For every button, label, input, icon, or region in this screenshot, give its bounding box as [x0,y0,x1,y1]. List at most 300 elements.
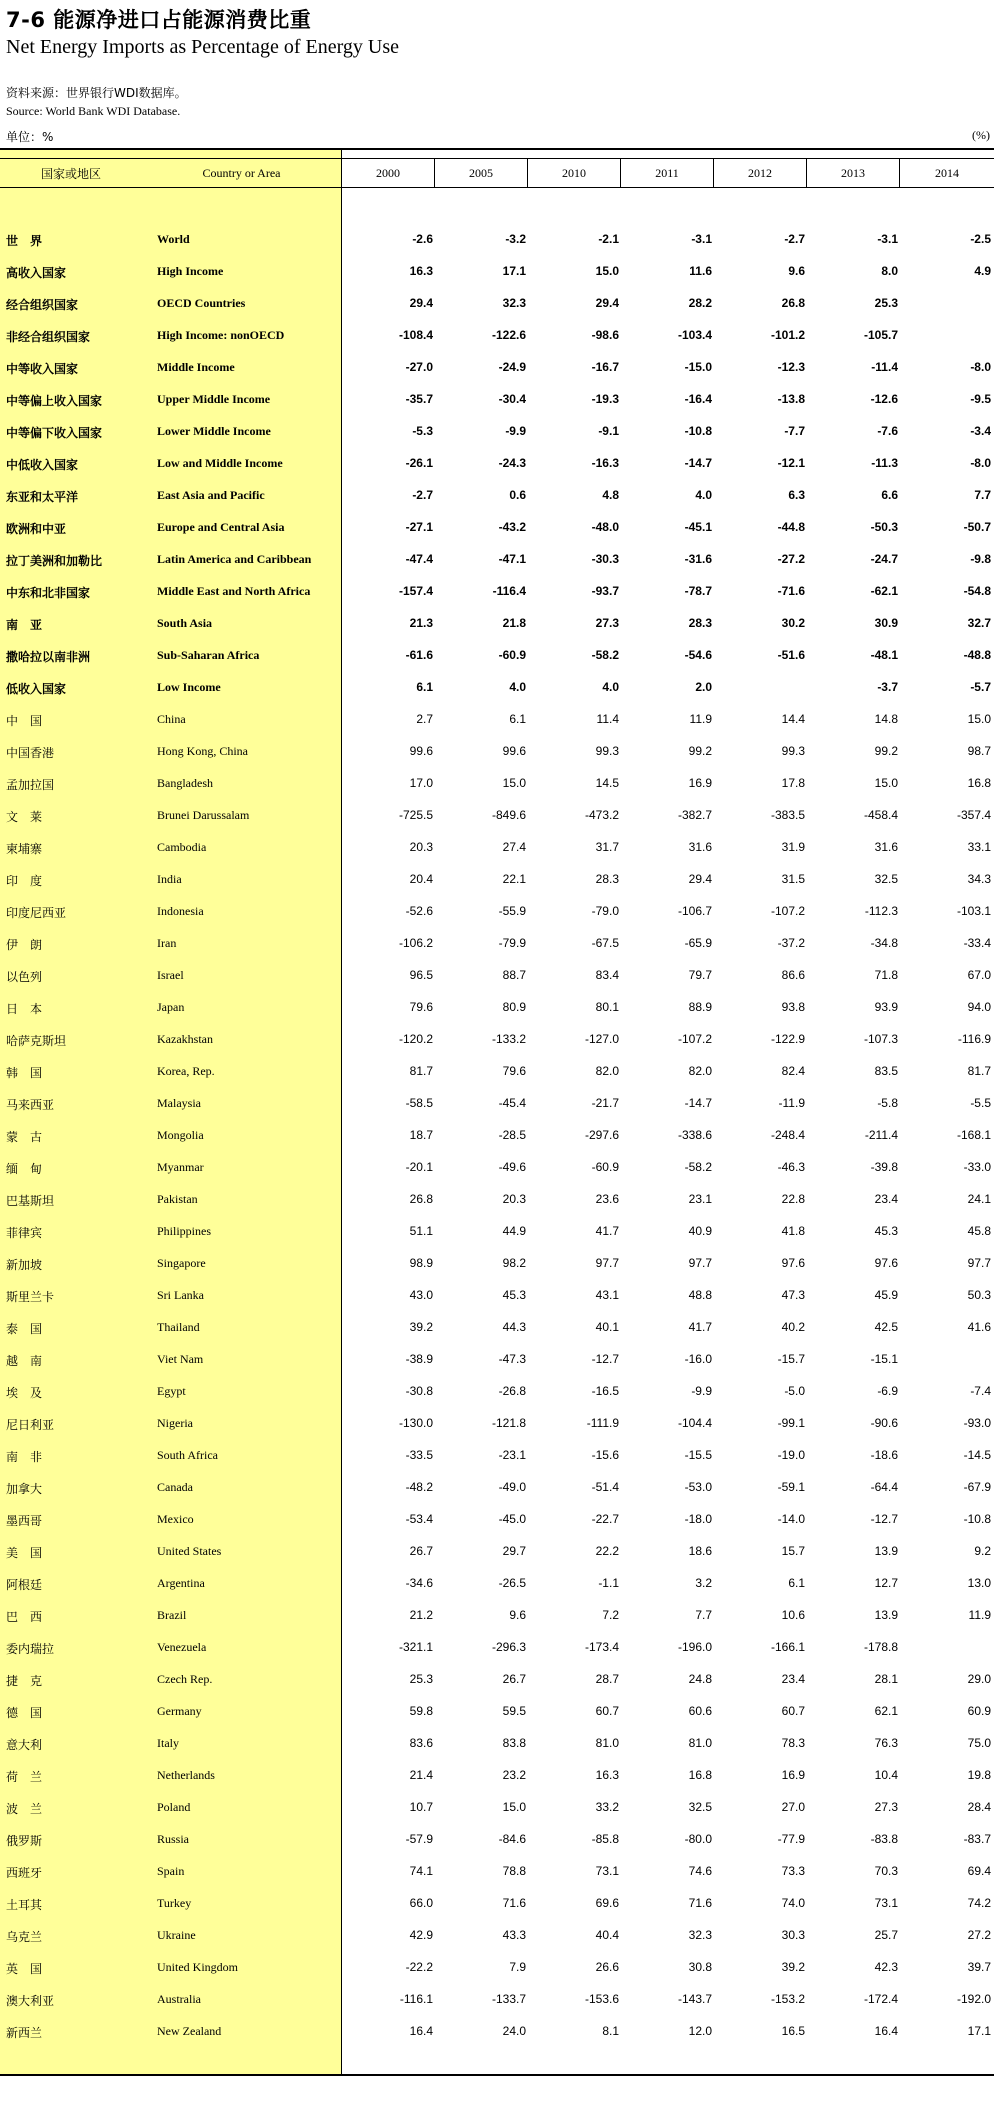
value-cell: 60.6 [688,1704,712,1718]
value-cell: 9.2 [974,1544,991,1558]
value-cell: 98.9 [409,1256,433,1270]
table-row [0,1728,994,1760]
country-name-en: Australia [157,1992,201,2006]
value-cell: 39.7 [967,1960,991,1974]
value-cell: 31.6 [688,840,712,854]
value-cell: 28.3 [688,616,712,630]
value-cell: 15.0 [967,712,991,726]
country-name-en: Thailand [157,1320,200,1334]
value-cell: -65.9 [684,936,712,950]
value-cell: -725.5 [398,808,433,822]
value-cell: -33.4 [963,936,991,950]
table-row [0,768,994,800]
value-cell: -458.4 [863,808,898,822]
value-cell: -133.2 [491,1032,526,1046]
value-cell: -52.6 [405,904,433,918]
value-cell: 11.9 [968,1608,991,1622]
value-cell: 2.7 [416,712,433,726]
value-cell: -43.2 [498,520,526,534]
value-cell: 40.1 [595,1320,619,1334]
country-name-cn: 越 南 [6,1354,43,1368]
country-name-cn: 文 莱 [6,810,43,824]
country-name-cn: 印度尼西亚 [6,906,67,920]
table-row [0,1376,994,1408]
value-cell: 32.7 [967,616,991,630]
value-cell: 24.1 [967,1192,991,1206]
value-cell: -85.8 [591,1832,619,1846]
value-cell: -112.3 [864,904,898,918]
country-name-cn: 南 非 [6,1450,43,1464]
value-cell: 11.6 [689,264,712,278]
value-cell: 41.6 [967,1320,991,1334]
value-cell: -107.3 [863,1032,898,1046]
table-row [0,416,994,448]
value-cell: -2.1 [598,232,619,246]
country-name-en: Indonesia [157,904,204,918]
value-cell: -22.7 [591,1512,619,1526]
value-cell: 16.4 [409,2024,433,2038]
value-cell: 31.9 [781,840,805,854]
value-cell: 79.6 [502,1064,526,1078]
country-name-cn: 中等偏上收入国家 [6,394,103,408]
value-cell: -12.1 [777,456,805,470]
value-cell: 28.7 [595,1672,619,1686]
value-cell: -79.9 [498,936,526,950]
country-name-cn: 加拿大 [6,1482,43,1496]
value-cell: 8.0 [881,264,898,278]
country-name-en: East Asia and Pacific [157,488,265,502]
value-cell: 21.8 [502,616,526,630]
table-row [0,1952,994,1984]
value-cell: 27.4 [502,840,526,854]
value-cell: -30.8 [405,1384,433,1398]
country-name-cn: 非经合组织国家 [6,330,91,344]
value-cell: -49.6 [498,1160,526,1174]
value-cell: -3.1 [877,232,898,246]
value-cell: 7.2 [602,1608,619,1622]
value-cell: 16.9 [688,776,712,790]
value-cell: 42.3 [874,1960,898,1974]
value-cell: -50.3 [870,520,898,534]
country-name-en: Sri Lanka [157,1288,204,1302]
country-name-en: Netherlands [157,1768,215,1782]
country-name-cn: 孟加拉国 [6,778,55,792]
value-cell: 82.4 [781,1064,805,1078]
value-cell: 28.3 [595,872,619,886]
column-header-year: 2012 [714,159,807,187]
value-cell: 74.6 [688,1864,712,1878]
value-cell: -26.1 [405,456,433,470]
value-cell: 25.3 [409,1672,433,1686]
table-row [0,512,994,544]
value-cell: -157.4 [398,584,433,598]
value-cell: 16.9 [781,1768,805,1782]
country-name-en: South Asia [157,616,213,630]
value-cell: -47.3 [498,1352,526,1366]
value-cell: 78.3 [781,1736,805,1750]
value-cell: 21.3 [409,616,433,630]
value-cell: 88.7 [502,968,526,982]
value-cell: 31.7 [595,840,619,854]
value-cell: -54.8 [963,584,991,598]
table-row [0,1120,994,1152]
value-cell: 15.0 [502,776,526,790]
value-cell: 40.4 [595,1928,619,1942]
country-name-cn: 缅 甸 [6,1162,43,1176]
table-row [0,1920,994,1952]
value-cell: 29.0 [967,1672,991,1686]
country-name-en: Brunei Darussalam [157,808,250,822]
value-cell: -58.2 [591,648,619,662]
value-cell: -166.1 [770,1640,805,1654]
value-cell: 73.1 [874,1896,898,1910]
value-cell: 15.7 [781,1544,805,1558]
unit-label-cn: 单位：% [6,130,54,144]
value-cell: 30.3 [781,1928,805,1942]
value-cell: -53.4 [405,1512,433,1526]
value-cell: -6.9 [877,1384,898,1398]
table-row [0,256,994,288]
value-cell: 73.1 [595,1864,619,1878]
value-cell: -168.1 [956,1128,991,1142]
value-cell: 73.3 [781,1864,805,1878]
value-cell: -133.7 [491,1992,526,2006]
country-name-cn: 埃 及 [6,1386,43,1400]
value-cell: -3.7 [877,680,898,694]
value-cell: 81.7 [967,1064,991,1078]
value-cell: 59.8 [409,1704,433,1718]
value-cell: -108.4 [398,328,433,342]
value-cell: 17.1 [502,264,526,278]
value-cell: 45.3 [502,1288,526,1302]
value-cell: -14.7 [684,1096,712,1110]
value-cell: 34.3 [967,872,991,886]
value-cell: -64.4 [870,1480,898,1494]
value-cell: -46.3 [777,1160,805,1174]
value-cell: 80.1 [595,1000,619,1014]
value-cell: 99.6 [502,744,526,758]
table-row [0,960,994,992]
table-row [0,1600,994,1632]
country-name-en: Egypt [157,1384,186,1398]
value-cell: 15.0 [874,776,898,790]
table-row [0,1856,994,1888]
value-cell: -48.8 [963,648,991,662]
country-name-en: Venezuela [157,1640,207,1654]
value-cell: -58.2 [684,1160,712,1174]
table-row [0,544,994,576]
country-name-cn: 世 界 [6,234,43,248]
value-cell: 69.4 [967,1864,991,1878]
column-header-year: 2005 [435,159,528,187]
country-name-en: Spain [157,1864,185,1878]
table-row [0,1344,994,1376]
value-cell: 10.6 [781,1608,805,1622]
value-cell: -122.9 [770,1032,805,1046]
value-cell: -3.4 [970,424,991,438]
value-cell: -49.0 [498,1480,526,1494]
table-row [0,608,994,640]
value-cell: 43.3 [502,1928,526,1942]
value-cell: 43.0 [409,1288,433,1302]
value-cell: 32.5 [874,872,898,886]
value-cell: 97.7 [595,1256,619,1270]
table-row [0,1664,994,1696]
value-cell: 20.4 [409,872,433,886]
value-cell: 28.2 [688,296,712,310]
table-row [0,832,994,864]
value-cell: -12.7 [591,1352,619,1366]
value-cell: -62.1 [870,584,898,598]
value-cell: 16.5 [781,2024,805,2038]
value-cell: -473.2 [584,808,619,822]
table-row [0,1280,994,1312]
value-cell: 21.2 [409,1608,433,1622]
value-cell: 12.0 [688,2024,712,2038]
country-name-en: China [157,712,186,726]
country-name-cn: 蒙 古 [6,1130,43,1144]
country-name-en: High Income [157,264,224,278]
value-cell: 83.6 [409,1736,433,1750]
value-cell: 23.4 [781,1672,805,1686]
value-cell: 14.5 [595,776,619,790]
value-cell: 23.4 [874,1192,898,1206]
country-name-cn: 墨西哥 [6,1514,43,1528]
country-name-cn: 中 国 [6,714,43,728]
value-cell: -83.7 [963,1832,991,1846]
value-cell: -130.0 [398,1416,433,1430]
value-cell: -84.6 [498,1832,526,1846]
value-cell: 88.9 [688,1000,712,1014]
value-cell: -9.1 [598,424,619,438]
value-cell: 17.0 [409,776,433,790]
value-cell: 81.0 [595,1736,619,1750]
value-cell: 40.9 [688,1224,712,1238]
value-cell: -103.1 [956,904,991,918]
value-cell: 20.3 [409,840,433,854]
value-cell: 99.6 [409,744,433,758]
country-name-cn: 荷 兰 [6,1770,43,1784]
value-cell: -34.8 [870,936,898,950]
value-cell: 50.3 [967,1288,991,1302]
table-body [0,224,994,2048]
value-cell: 32.3 [502,296,526,310]
value-cell: 83.8 [502,1736,526,1750]
value-cell: -1.1 [598,1576,619,1590]
value-cell: -103.4 [677,328,712,342]
value-cell: -178.8 [863,1640,898,1654]
value-cell: 7.9 [509,1960,526,1974]
value-cell: -30.4 [498,392,526,406]
value-cell: -9.9 [505,424,526,438]
table-row [0,1984,994,2016]
value-cell: -47.1 [498,552,526,566]
country-name-en: High Income: nonOECD [157,328,285,342]
value-cell: -44.8 [777,520,805,534]
value-cell: 60.9 [967,1704,991,1718]
value-cell: 70.3 [874,1864,898,1878]
country-name-cn: 尼日利亚 [6,1418,55,1432]
value-cell: 17.1 [967,2024,991,2038]
value-cell: 93.9 [874,1000,898,1014]
value-cell: 17.8 [781,776,805,790]
value-cell: 76.3 [874,1736,898,1750]
value-cell: -382.7 [677,808,712,822]
value-cell: -27.1 [405,520,433,534]
value-cell: 75.0 [967,1736,991,1750]
country-name-cn: 东亚和太平洋 [6,490,79,504]
value-cell: 21.4 [409,1768,433,1782]
country-name-cn: 拉丁美洲和加勒比 [6,554,103,568]
value-cell: 83.4 [595,968,619,982]
value-cell: 29.4 [595,296,619,310]
value-cell: -58.5 [405,1096,433,1110]
country-name-en: Nigeria [157,1416,193,1430]
country-name-en: Myanmar [157,1160,204,1174]
value-cell: 15.0 [595,264,619,278]
value-cell: -338.6 [677,1128,712,1142]
value-cell: -19.0 [777,1448,805,1462]
country-name-cn: 新加坡 [6,1258,43,1272]
value-cell: -2.7 [412,488,433,502]
country-name-cn: 柬埔寨 [6,842,43,856]
value-cell: -9.8 [970,552,991,566]
country-name-en: Lower Middle Income [157,424,271,438]
value-cell: -24.3 [498,456,526,470]
value-cell: 26.8 [781,296,805,310]
value-cell: 97.7 [688,1256,712,1270]
value-cell: 26.7 [409,1544,433,1558]
value-cell: 4.9 [974,264,991,278]
country-name-cn: 土耳其 [6,1898,43,1912]
country-name-cn: 西班牙 [6,1866,43,1880]
value-cell: 39.2 [781,1960,805,1974]
value-cell: 82.0 [688,1064,712,1078]
country-name-en: World [157,232,190,246]
value-cell: -8.0 [970,360,991,374]
value-cell: -21.7 [591,1096,619,1110]
country-name-en: Middle East and North Africa [157,584,311,598]
country-name-en: Italy [157,1736,179,1750]
table-row [0,448,994,480]
value-cell: -30.3 [591,552,619,566]
value-cell: -321.1 [398,1640,433,1654]
country-name-en: Korea, Rep. [157,1064,215,1078]
country-name-en: Hong Kong, China [157,744,248,758]
value-cell: -78.7 [684,584,712,598]
country-name-cn: 委内瑞拉 [6,1642,55,1656]
country-name-cn: 美 国 [6,1546,43,1560]
country-name-cn: 意大利 [6,1738,43,1752]
value-cell: 45.8 [967,1224,991,1238]
value-cell: 67.0 [967,968,991,982]
value-cell: -19.3 [591,392,619,406]
table-row [0,384,994,416]
value-cell: 59.5 [502,1704,526,1718]
value-cell: 33.1 [967,840,991,854]
country-name-cn: 中东和北非国家 [6,586,91,600]
value-cell: -357.4 [956,808,991,822]
value-cell: -26.8 [498,1384,526,1398]
column-header-year: 2010 [528,159,621,187]
value-cell: 74.1 [409,1864,433,1878]
value-cell: -9.5 [970,392,991,406]
value-cell: -77.9 [777,1832,805,1846]
country-name-en: India [157,872,182,886]
value-cell: 71.8 [874,968,898,982]
table-row [0,1888,994,1920]
value-cell: 7.7 [974,488,991,502]
country-name-cn: 低收入国家 [6,682,67,696]
table-row [0,1152,994,1184]
country-name-en: Cambodia [157,840,207,854]
value-cell: -10.8 [684,424,712,438]
value-cell: 22.8 [781,1192,805,1206]
table-row [0,1824,994,1856]
value-cell: 8.1 [602,2024,619,2038]
data-table [0,148,994,2076]
country-name-cn: 高收入国家 [6,266,67,280]
table-row [0,1088,994,1120]
value-cell: 41.8 [781,1224,805,1238]
value-cell: -48.0 [591,520,619,534]
country-name-cn: 新西兰 [6,2026,43,2040]
value-cell: -5.0 [784,1384,805,1398]
value-cell: 99.3 [781,744,805,758]
country-name-en: Malaysia [157,1096,201,1110]
value-cell: 16.3 [595,1768,619,1782]
value-cell: -116.4 [492,584,526,598]
table-row [0,1024,994,1056]
value-cell: -116.1 [399,1992,433,2006]
country-name-cn: 日 本 [6,1002,43,1016]
country-name-en: Ukraine [157,1928,196,1942]
value-cell: -24.9 [498,360,526,374]
value-cell: -18.6 [870,1448,898,1462]
column-header-en: Country or Area [142,159,342,187]
value-cell: 16.4 [874,2024,898,2038]
value-cell: 60.7 [595,1704,619,1718]
value-cell: 98.7 [967,744,991,758]
value-cell: -143.7 [677,1992,712,2006]
country-name-en: Europe and Central Asia [157,520,285,534]
column-header-year: 2013 [807,159,900,187]
value-cell: -101.2 [770,328,805,342]
value-cell: -7.6 [877,424,898,438]
value-cell: 80.9 [502,1000,526,1014]
value-cell: -79.0 [591,904,619,918]
country-name-cn: 斯里兰卡 [6,1290,55,1304]
value-cell: -16.7 [591,360,619,374]
column-header-cn: 国家或地区 [0,159,142,187]
country-name-cn: 马来西亚 [6,1098,55,1112]
country-name-cn: 伊 朗 [6,938,43,952]
value-cell: -5.5 [970,1096,991,1110]
value-cell: -14.7 [684,456,712,470]
value-cell: 47.3 [781,1288,805,1302]
country-name-en: Middle Income [157,360,235,374]
value-cell: 97.7 [967,1256,991,1270]
value-cell: -33.5 [405,1448,433,1462]
country-name-en: Russia [157,1832,190,1846]
value-cell: -24.7 [870,552,898,566]
value-cell: -16.0 [684,1352,712,1366]
value-cell: -93.0 [963,1416,991,1430]
country-name-cn: 俄罗斯 [6,1834,43,1848]
value-cell: -22.2 [405,1960,433,1974]
value-cell: 24.8 [688,1672,712,1686]
value-cell: 93.8 [781,1000,805,1014]
